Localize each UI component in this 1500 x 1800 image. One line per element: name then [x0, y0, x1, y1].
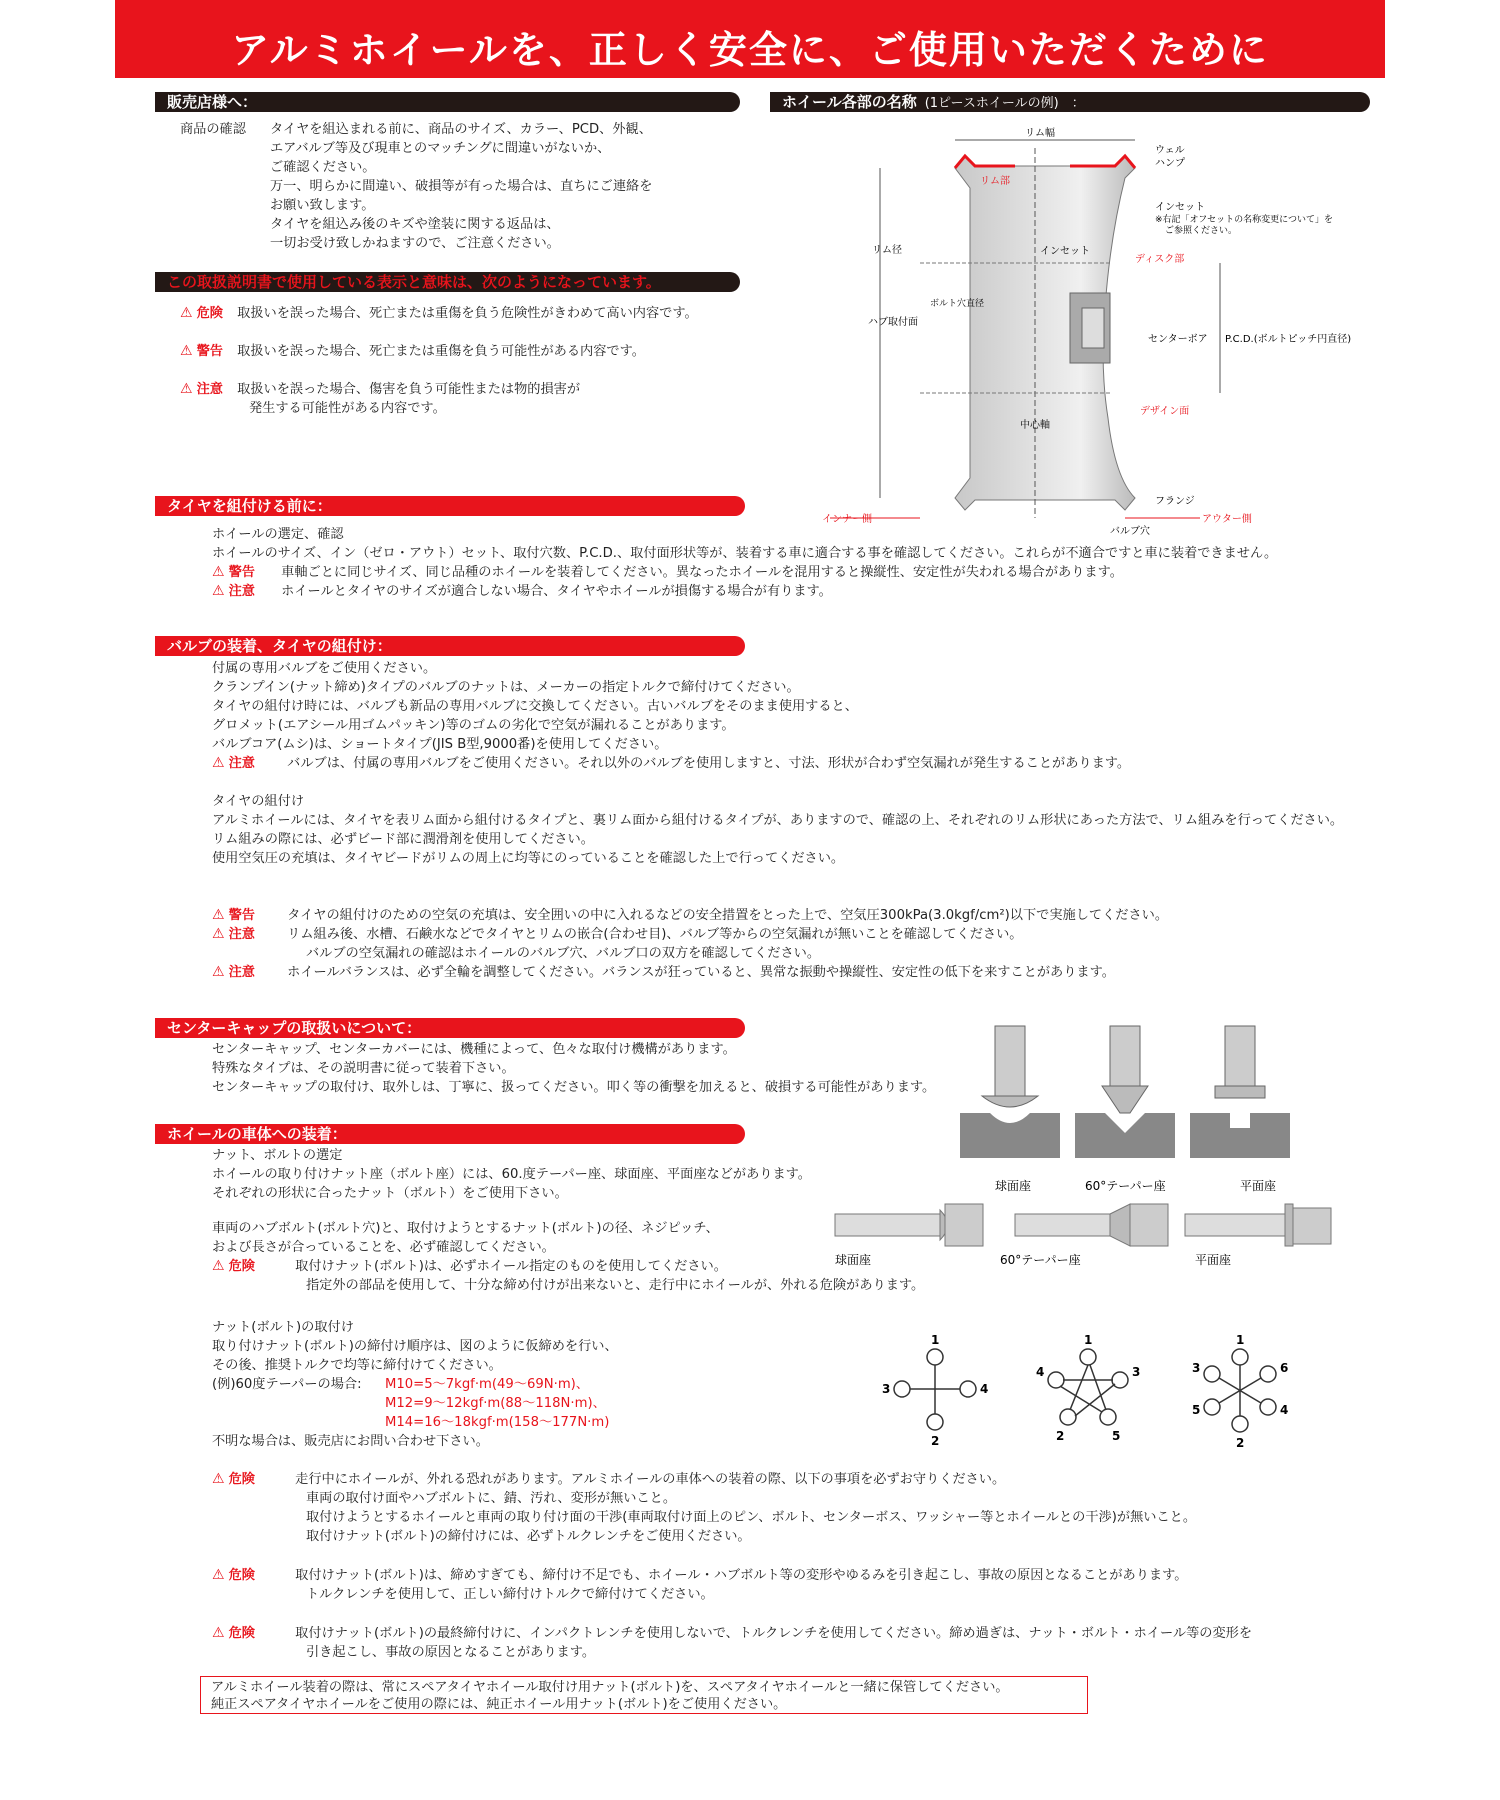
tire-line: リム組みの際には、必ずビード部に潤滑剤を使用してください。 [212, 832, 594, 847]
hump-label: ハンプ [1155, 158, 1185, 169]
legend-text: 取扱いを誤った場合、傷害を負う可能性または物的損害が [237, 382, 581, 397]
nut-seat-label-taper: 60°テーパー座 [1085, 1179, 1166, 1193]
tire-line: タイヤの組付け [212, 794, 305, 809]
inner-label: インナー側 [822, 514, 872, 525]
spare-notice-line: 純正スペアタイヤホイールをご使用の際には、純正ホイール用ナット(ボルト)をご使用ください。 [211, 1697, 787, 1712]
pcd-label: P.C.D.(ボルトピッチ円直径) [1225, 334, 1352, 345]
torque-value: M10=5～7kgf·m(49～69N·m)、 [385, 1377, 589, 1392]
bolt-taper [1015, 1204, 1168, 1246]
inset-right-label: インセット [1155, 202, 1205, 213]
legend-heading [155, 272, 740, 292]
center-cap-heading: センターキャップの取扱いについて： [155, 1018, 745, 1038]
warning-text: バルブは、付属の専用バルブをご使用ください。それ以外のバルブを使用しますと、寸法、形状が合わず空気漏れが発生することがあります。 [287, 756, 1131, 771]
before-tire-caution: ⚠ 注意 ホイールとタイヤのサイズが適合しない場合、タイヤやホイールが損傷する場合が有ります。 [212, 583, 832, 599]
wheel-diagram [770, 118, 1380, 538]
nut-seat-label-spherical: 球面座 [995, 1179, 1032, 1193]
pattern-4-label: 3 [882, 1382, 891, 1396]
danger-line: 取付けようとするホイールと車両の取り付け面の干渉(車両取付け面上のピン、ボルト、センターボス、ワッシャー等とホイールとの干渉)が無いこと。 [306, 1510, 1197, 1525]
pattern-5-label: 5 [1112, 1429, 1121, 1443]
warning-text: 車軸ごとに同じサイズ、同じ品種のホイールを装着してください。異なったホイールを混用すると操縦性、安定性が失われる場合があります。 [281, 565, 1123, 580]
nut-seat-illustration [960, 1018, 1340, 1198]
torque-line: ナット(ボルト)の取付け [212, 1320, 354, 1335]
pattern-4-hole [894, 1349, 976, 1430]
pattern-6-hole [1204, 1349, 1276, 1432]
inset-note-1: ※右記「オフセットの名称変更について」を [1155, 215, 1334, 225]
valve-heading: バルブの装着、タイヤの組付け： [155, 636, 745, 656]
bolt-spherical [835, 1204, 983, 1246]
torque-value: M12=9～12kgf·m(88～118N·m)、 [385, 1396, 606, 1411]
inset-center-label: インセット [1040, 246, 1090, 257]
wheel-parts-heading-text: ホイール各部の名称 [782, 93, 917, 111]
warning-triangle-icon: ⚠ [212, 926, 225, 942]
pattern-6-label: 4 [1280, 1403, 1289, 1417]
torque-line: 取り付けナット(ボルト)の締付け順序は、図のように仮締めを行い、 [212, 1339, 618, 1354]
tire-warning: ⚠ 警告 タイヤの組付けのための空気の充填は、安全囲いの中に入れるなどの安全措置をとった上で、空気圧300kPa(3.0kgf/cm²)以下で実施してください。 [212, 907, 1169, 923]
legend-text: 取扱いを誤った場合、死亡または重傷を負う可能性がある内容です。 [237, 344, 645, 359]
bolt-flat [1185, 1204, 1331, 1246]
dealer-line: エアバルブ等及び現車とのマッチングに間違いがないか、 [270, 141, 611, 156]
danger-text: 取付けナット(ボルト)は、締めすぎても、締付け不足でも、ホイール・ハブボルト等の変形やゆるみを引き起こし、事故の原因となることがあります。 [295, 1568, 1188, 1583]
legend-danger: ⚠ 危険 取扱いを誤った場合、死亡または重傷を負う危険性がきわめて高い内容です。 [180, 305, 698, 321]
warning-text: ホイールとタイヤのサイズが適合しない場合、タイヤやホイールが損傷する場合が有ります。 [281, 584, 832, 599]
nut-flat [1190, 1026, 1290, 1158]
spare-notice-line: アルミホイール装着の際は、常にスペアタイヤホイール取付け用ナット(ボルト)を、スペアタイヤホイールと一緒に保管してください。 [211, 1680, 1009, 1695]
warning-triangle-icon: ⚠ [212, 1567, 225, 1583]
mounting-danger-block: ⚠ 危険 走行中にホイールが、外れる恐れがあります。アルミホイールの車体への装着の際、以下の事項を必ずお守りください。 [212, 1471, 1006, 1487]
page-title: アルミホイールを、正しく安全に、ご使用いただくために [115, 0, 1385, 78]
design-face-label: デザイン面 [1140, 406, 1190, 417]
pattern-6-label: 5 [1192, 1403, 1201, 1417]
warning-triangle-icon: ⚠ [212, 1625, 225, 1641]
warning-triangle-icon: ⚠ [180, 305, 193, 321]
hub-face-label: ハブ取付面 [868, 317, 918, 328]
legend-heading-text: この取扱説明書で使用している表示と意味は、次のようになっています。 [167, 273, 661, 291]
danger-line: トルクレンチを使用して、正しい締付けトルクで締付けてください。 [306, 1587, 714, 1602]
tire-caution-balance: ⚠ 注意 ホイールバランスは、必ず全輪を調整してください。バランスが狂っていると、異常な振動や操縦性、安定性の低下を来すことがあります。 [212, 964, 1115, 980]
torque-value: M14=16～18kgf·m(158～177N·m) [385, 1415, 610, 1430]
pattern-4-label: 2 [931, 1434, 940, 1448]
center-cap-line: 特殊なタイプは、その説明書に従って装着下さい。 [212, 1061, 515, 1076]
center-axis-label: 中心軸 [1020, 420, 1050, 431]
valve-line: タイヤの組付け時には、バルブも新品の専用バルブに交換してください。古いバルブをそのまま使用すると、 [212, 699, 858, 714]
valve-line: クランプイン(ナット締め)タイプのバルブのナットは、メーカーの指定トルクで締付けてください。 [212, 680, 800, 695]
tightening-patterns [870, 1332, 1340, 1462]
tire-caution-2: バルブの空気漏れの確認はホイールのバルブ穴、バルブ口の双方を確認してください。 [306, 946, 821, 961]
pattern-5-label: 3 [1132, 1365, 1141, 1379]
mounting-danger-2: 指定外の部品を使用して、十分な締め付けが出来ないと、走行中にホイールが、外れる危険があります。 [306, 1278, 925, 1293]
danger-text: 取付けナット(ボルト)の最終締付けに、インパクトレンチを使用しないで、トルクレンチを使用してください。締め過ぎは、ナット・ボルト・ホイール等の変形を [295, 1626, 1253, 1641]
rim-dia-label: リム径 [872, 245, 902, 256]
warning-triangle-icon: ⚠ [212, 564, 225, 580]
center-cap-line: センターキャップ、センターカバーには、機種によって、色々な取付け機構があります。 [212, 1042, 736, 1057]
legend-warning: ⚠ 警告 取扱いを誤った場合、死亡または重傷を負う可能性がある内容です。 [180, 343, 645, 359]
dealer-heading-text: 販売店様へ： [167, 93, 258, 111]
rim-part-label: リム部 [980, 176, 1010, 187]
valve-line: バルブコア(ムシ)は、ショートタイプ(JIS B型,9000番)を使用してください。 [212, 737, 668, 752]
nut-spherical [960, 1026, 1060, 1158]
inset-note-2: ご参照ください。 [1165, 226, 1238, 236]
tire-line: アルミホイールには、タイヤを表リム面から組付けるタイプと、裏リム面から組付けるタイプが、ありますので、確認の上、それぞれのリム形状にあった方法で、リム組みを行ってください。 [212, 813, 1344, 828]
tire-line: 使用空気圧の充填は、タイヤビードがリムの周上に均等にのっていることを確認した上で行ってください。 [212, 851, 845, 866]
bolt-seat-label-taper: 60°テーパー座 [1000, 1253, 1081, 1267]
warning-text: 取付けナット(ボルト)は、必ずホイール指定のものを使用してください。 [295, 1259, 727, 1274]
warning-triangle-icon: ⚠ [180, 381, 193, 397]
dealer-line: ご確認ください。 [270, 160, 376, 175]
dealer-line: 一切お受け致しかねますので、ご注意ください。 [270, 236, 560, 251]
spare-notice-box [200, 1676, 1088, 1714]
legend-text-2: 発生する可能性がある内容です。 [249, 401, 446, 416]
mounting-danger-block: ⚠ 危険 取付けナット(ボルト)は、締めすぎても、締付け不足でも、ホイール・ハブボルト等の変形やゆるみを引き起こし、事故の原因となることがあります。 [212, 1567, 1188, 1583]
pattern-6-label: 6 [1280, 1361, 1289, 1375]
warning-text: タイヤの組付けのための空気の充填は、安全囲いの中に入れるなどの安全措置をとった上で、空気圧300kPa(3.0kgf/cm²)以下で実施してください。 [287, 908, 1169, 923]
mounting-line: 車両のハブボルト(ボルト穴)と、取付けようとするナット(ボルト)の径、ネジピッチ、 [212, 1221, 719, 1236]
dealer-line: タイヤを組込み後のキズや塗装に関する返品は、 [270, 217, 560, 232]
dealer-line: 万一、明らかに間違い、破損等が有った場合は、直ちにご連絡を [270, 179, 653, 194]
center-bore-label: センターボア [1148, 334, 1208, 345]
pattern-5-label: 2 [1056, 1429, 1065, 1443]
disk-label: ディスク部 [1135, 254, 1185, 265]
warning-triangle-icon: ⚠ [212, 907, 225, 923]
mounting-danger: ⚠ 危険 取付けナット(ボルト)は、必ずホイール指定のものを使用してください。 [212, 1258, 727, 1274]
warning-triangle-icon: ⚠ [212, 583, 225, 599]
dealer-line: タイヤを組込まれる前に、商品のサイズ、カラー、PCD、外観、 [270, 122, 652, 137]
pattern-6-label: 1 [1236, 1333, 1245, 1347]
dealer-label: 商品の確認 [180, 122, 246, 137]
bolt-hole-label: ボルト穴直径 [930, 299, 985, 309]
outer-label: アウター側 [1202, 514, 1252, 525]
flange-label: フランジ [1155, 496, 1195, 507]
warning-triangle-icon: ⚠ [212, 1471, 225, 1487]
warning-text: リム組み後、水槽、石鹸水などでタイヤとリムの嵌合(合わせ目)、バルブ等からの空気漏れが無いことを確認してください。 [287, 927, 1023, 942]
mounting-line: それぞれの形状に合ったナット（ボルト）をご使用下さい。 [212, 1186, 568, 1201]
danger-line: 車両の取付け面やハブボルトに、錆、汚れ、変形が無いこと。 [306, 1491, 677, 1506]
center-cap-line: センターキャップの取付け、取外しは、丁寧に、扱ってください。叩く等の衝撃を加えると、破損する可能性があります。 [212, 1080, 936, 1095]
pattern-6-label: 3 [1192, 1361, 1201, 1375]
bolt-seat-illustration [830, 1200, 1350, 1270]
valve-caution: ⚠ 注意 バルブは、付属の専用バルブをご使用ください。それ以外のバルブを使用しますと、寸法、形状が合わず空気漏れが発生することがあります。 [212, 755, 1131, 771]
valve-line: 付属の専用バルブをご使用ください。 [212, 661, 437, 676]
mounting-heading: ホイールの車体への装着： [155, 1124, 745, 1144]
warning-triangle-icon: ⚠ [212, 755, 225, 771]
warning-triangle-icon: ⚠ [212, 1258, 225, 1274]
dealer-line: お願い致します。 [270, 198, 375, 213]
warning-triangle-icon: ⚠ [180, 343, 193, 359]
warning-text: ホイールバランスは、必ず全輪を調整してください。バランスが狂っていると、異常な振動や操縦性、安定性の低下を来すことがあります。 [287, 965, 1115, 980]
pattern-4-label: 4 [980, 1382, 989, 1396]
bolt-seat-label-spherical: 球面座 [835, 1253, 872, 1267]
tire-caution: ⚠ 注意 リム組み後、水槽、石鹸水などでタイヤとリムの嵌合(合わせ目)、バルブ等からの空気漏れが無いことを確認してください。 [212, 926, 1023, 942]
center-bore [1082, 308, 1104, 348]
torque-line: その後、推奨トルクで均等に締付けてください。 [212, 1358, 502, 1373]
before-tire-warning: ⚠ 警告 車軸ごとに同じサイズ、同じ品種のホイールを装着してください。異なったホイールを混用すると操縦性、安定性が失われる場合があります。 [212, 564, 1123, 580]
danger-line: 取付けナット(ボルト)の締付けには、必ずトルクレンチをご使用ください。 [306, 1529, 751, 1544]
danger-line: 引き起こし、事故の原因となることがあります。 [306, 1645, 596, 1660]
pattern-6-label: 2 [1236, 1436, 1245, 1450]
torque-line: (例)60度テーパーの場合: [212, 1377, 362, 1392]
before-tire-line: ホイールの選定、確認 [212, 527, 344, 542]
legend-text: 取扱いを誤った場合、死亡または重傷を負う危険性がきわめて高い内容です。 [237, 306, 698, 321]
nut-seat-label-flat: 平面座 [1240, 1179, 1277, 1193]
rim-width-label: リム幅 [1025, 128, 1055, 139]
wheel-parts-subheading: (1ピースホイールの例) ： [924, 96, 1085, 111]
before-tire-heading: タイヤを組付ける前に： [155, 496, 745, 516]
nut-taper [1075, 1026, 1175, 1158]
well-label: ウェル [1155, 145, 1185, 156]
valve-hole-label: バルブ穴 [1110, 526, 1150, 537]
pattern-5-hole [1048, 1349, 1128, 1425]
mounting-line: ナット、ボルトの選定 [212, 1148, 343, 1163]
before-tire-line: ホイールのサイズ、イン（ゼロ・アウト）セット、取付穴数、P.C.D.、取付面形状等が、装着する車に適合する事を確認してください。これらが不適合ですと車に装着できません。 [212, 546, 1278, 561]
mounting-line: ホイールの取り付けナット座（ボルト座）には、60.度テーパー座、球面座、平面座などがあります。 [212, 1167, 811, 1182]
bolt-seat-label-flat: 平面座 [1195, 1253, 1232, 1267]
warning-triangle-icon: ⚠ [212, 964, 225, 980]
unknown-line: 不明な場合は、販売店にお問い合わせ下さい。 [212, 1434, 489, 1449]
pattern-5-label: 4 [1036, 1365, 1045, 1379]
mounting-line: および長さが合っていることを、必ず確認してください。 [212, 1240, 555, 1255]
pattern-4-label: 1 [931, 1333, 940, 1347]
wheel-parts-heading [770, 92, 1370, 112]
legend-caution: ⚠ 注意 取扱いを誤った場合、傷害を負う可能性または物的損害が [180, 381, 581, 397]
pattern-5-label: 1 [1084, 1333, 1093, 1347]
dealer-heading [155, 92, 740, 112]
valve-line: グロメット(エアシール用ゴムパッキン)等のゴムの劣化で空気が漏れることがあります。 [212, 718, 735, 733]
danger-text: 走行中にホイールが、外れる恐れがあります。アルミホイールの車体への装着の際、以下の事項を必ずお守りください。 [295, 1472, 1006, 1487]
mounting-danger-block: ⚠ 危険 取付けナット(ボルト)の最終締付けに、インパクトレンチを使用しないで、トルクレンチを使用してください。締め過ぎは、ナット・ボルト・ホイール等の変形を [212, 1625, 1253, 1641]
